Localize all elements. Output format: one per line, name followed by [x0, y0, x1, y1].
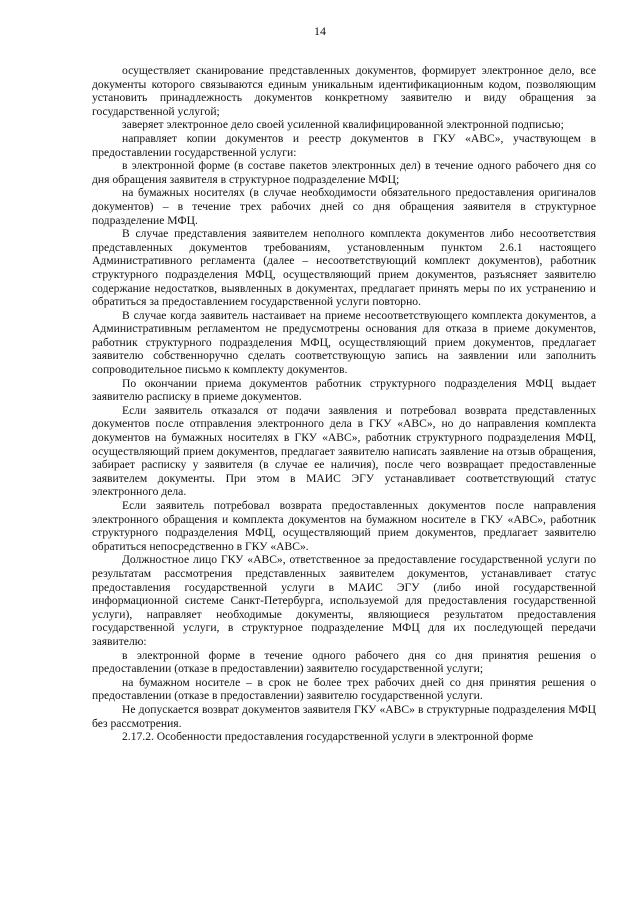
paragraph: направляет копии документов и реестр документов в ГКУ «АВС», участвующем в предоставлении государственной услуги:: [92, 131, 596, 159]
paragraph: на бумажных носителях (в случае необходимости обязательного предоставления оригиналов документов) – в течение трех рабочих дней со дня обращения заявителя в структурное подразделение МФЦ.: [92, 186, 596, 227]
paragraph: осуществляет сканирование представленных документов, формирует электронное дело, все документы которого связываются единым уникальным идентификационным кодом, позволяющим установить принадлежность документов конкретному заявителю и виду обращения за государственной услугой;: [92, 64, 596, 118]
paragraph: в электронной форме (в составе пакетов электронных дел) в течение одного рабочего дня со дня обращения заявителя в структурное подразделение МФЦ;: [92, 159, 596, 186]
paragraph: Если заявитель отказался от подачи заявления и потребовал возврата представленных документов после отправления электронного дела в ГКУ «АВС», но до направления комплекта документов на бумажных носителях в ГКУ «АВС», работник структурного подразделения МФЦ, осуществляющий прием документов, предлагает заявителю написать заявление на отзыв обращения, забирает расписку у заявителя (в случае ее наличия), после чего возвращает предоставленные заявителем документы. При этом в МАИС ЭГУ устанавливает соответствующий статус электронного дела.: [92, 403, 596, 499]
paragraph: В случае представления заявителем неполного комплекта документов либо несоответствия представленных документов требованиям, установленным пунктом 2.6.1 настоящего Административного регламента (далее – несоответствующий комплект документов), работник структурного подразделения МФЦ, осуществляющий прием документов, разъясняет заявителю содержание недостатков, выявленных в документах, предлагает принять меры по их устранению и обратиться за предоставлением государственной услуги повторно.: [92, 227, 596, 309]
paragraph: Должностное лицо ГКУ «АВС», ответственное за предоставление государственной услуги по результатам рассмотрения представленных заявителем документов, устанавливает статус предоставления государственной услуги в МАИС ЭГУ (либо иной государственной информационной системе Санкт-Петербурга, используемой для предоставления государственной услуги), направляет необходимые документы, являющиеся результатом предоставления государственной услуги, в структурное подразделение МФЦ для их последующей передачи заявителю:: [92, 553, 596, 648]
paragraph: В случае когда заявитель настаивает на приеме несоответствующего комплекта документов, а Административным регламентом не предусмотрены основания для отказа в приеме документов, работник структурного подразделения МФЦ, осуществляющий прием документов, предлагает заявителю собственноручно сделать соответствующую запись на заявлении или заполнить сопроводительное письмо к комплекту документов.: [92, 308, 596, 377]
paragraph: Если заявитель потребовал возврата предоставленных документов после направления электронного обращения и комплекта документов на бумажном носителе в ГКУ «АВС», работник структурного подразделения МФЦ, осуществляющий прием документов, предлагает заявителю обратиться непосредственно в ГКУ «АВС».: [92, 499, 596, 553]
document-body: [92, 64, 596, 744]
page-number: 14: [314, 24, 326, 38]
paragraph: в электронной форме в течение одного рабочего дня со дня принятия решения о предоставлении (отказе в предоставлении) заявителю государственной услуги;: [92, 648, 596, 676]
paragraph: заверяет электронное дело своей усиленной квалифицированной электронной подписью;: [122, 118, 564, 132]
paragraph: Не допускается возврат документов заявителя ГКУ «АВС» в структурные подразделения МФЦ без рассмотрения.: [92, 702, 596, 730]
paragraph: По окончании приема документов работник структурного подразделения МФЦ выдает заявителю расписку в приеме документов.: [92, 376, 596, 404]
paragraph: на бумажном носителе – в срок не более трех рабочих дней со дня принятия решения о предоставлении (отказе в предоставлении) заявителю государственной услуги.: [92, 675, 596, 703]
section-heading: 2.17.2. Особенности предоставления государственной услуги в электронной форме: [122, 730, 534, 744]
